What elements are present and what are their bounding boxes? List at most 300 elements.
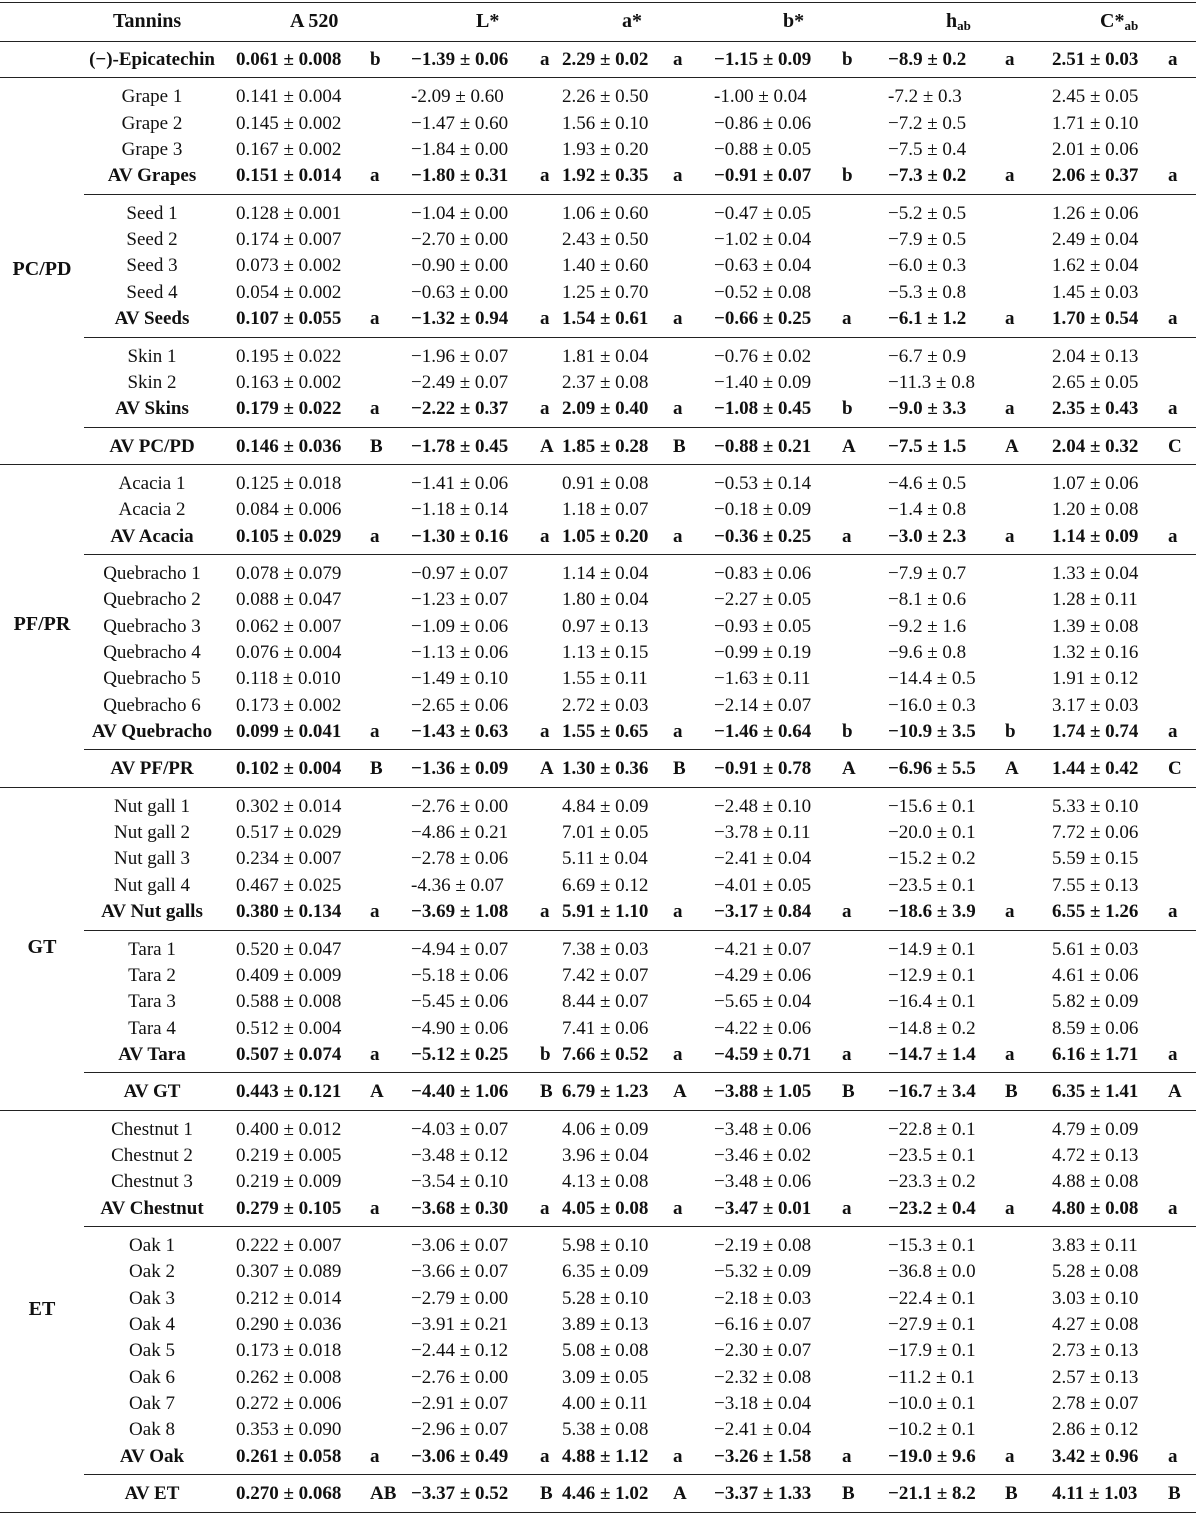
cell-L: −5.45 ± 0.06 xyxy=(411,991,509,1013)
cell-L: −2.44 ± 0.12 xyxy=(411,1340,509,1362)
cell-b: −0.91 ± 0.78 xyxy=(714,758,812,780)
cell-a: 2.43 ± 0.50 xyxy=(562,229,649,251)
cell-h: −22.4 ± 0.1 xyxy=(888,1287,976,1309)
cell-h: −6.96 ± 5.5 xyxy=(888,758,976,780)
cell-h: −36.8 ± 0.0 xyxy=(888,1261,976,1283)
cell-A-sig: a xyxy=(370,525,380,547)
cell-b: −0.93 ± 0.05 xyxy=(714,615,812,637)
header-h-sub: ab xyxy=(957,18,971,33)
cell-A: 0.163 ± 0.002 xyxy=(236,371,342,393)
cell-A: 0.105 ± 0.029 xyxy=(236,525,342,547)
cell-A: 0.512 ± 0.004 xyxy=(236,1017,342,1039)
row-label: Oak 3 xyxy=(129,1287,175,1309)
cell-C: 3.17 ± 0.03 xyxy=(1052,694,1139,716)
row-label: Chestnut 2 xyxy=(111,1144,193,1166)
cell-A: 0.588 ± 0.008 xyxy=(236,991,342,1013)
cell-C: 2.35 ± 0.43 xyxy=(1052,398,1139,420)
cell-h: −20.0 ± 0.1 xyxy=(888,822,976,844)
cell-L: −3.37 ± 0.52 xyxy=(411,1483,509,1505)
cell-L-sig: B xyxy=(540,1483,553,1505)
row-label: Quebracho 6 xyxy=(103,694,201,716)
cell-h: −7.2 ± 0.5 xyxy=(888,112,967,134)
cell-A: 0.195 ± 0.022 xyxy=(236,345,342,367)
cell-a: 5.11 ± 0.04 xyxy=(562,848,648,870)
cell-b: −0.88 ± 0.05 xyxy=(714,139,812,161)
cell-A-sig: a xyxy=(370,1197,380,1219)
cell-a-sig: a xyxy=(673,1197,683,1219)
cell-a: 3.89 ± 0.13 xyxy=(562,1314,649,1336)
row-label: AV Grapes xyxy=(107,165,197,187)
cell-a-sig: a xyxy=(673,1043,683,1065)
cell-h: −9.2 ± 1.6 xyxy=(888,615,967,637)
cell-h-sig: B xyxy=(1005,1483,1018,1505)
cell-a: 7.66 ± 0.52 xyxy=(562,1043,649,1065)
cell-L: −4.03 ± 0.07 xyxy=(411,1118,509,1140)
cell-A: 0.173 ± 0.002 xyxy=(236,694,342,716)
cell-b: −2.14 ± 0.07 xyxy=(714,694,812,716)
cell-L: −3.54 ± 0.10 xyxy=(411,1171,509,1193)
row-label: Oak 7 xyxy=(129,1393,175,1415)
cell-L-sig: A xyxy=(540,435,554,457)
cell-L: −2.76 ± 0.00 xyxy=(411,1366,509,1388)
cell-h: −18.6 ± 3.9 xyxy=(888,901,976,923)
cell-L: −3.68 ± 0.30 xyxy=(411,1197,509,1219)
header-b: b* xyxy=(783,10,805,32)
cell-a: 4.13 ± 0.08 xyxy=(562,1171,649,1193)
cell-b-sig: a xyxy=(842,525,852,547)
cell-h: −23.3 ± 0.2 xyxy=(888,1171,976,1193)
cell-a: 1.56 ± 0.10 xyxy=(562,112,649,134)
cell-a: 2.29 ± 0.02 xyxy=(562,49,649,70)
cell-b: −2.30 ± 0.07 xyxy=(714,1340,812,1362)
cell-L: −1.39 ± 0.06 xyxy=(411,49,509,70)
cell-h: −15.6 ± 0.1 xyxy=(888,795,976,817)
cell-L: −4.90 ± 0.06 xyxy=(411,1017,509,1039)
cell-b: −2.19 ± 0.08 xyxy=(714,1235,812,1256)
cell-L-sig: a xyxy=(540,398,550,420)
cell-a: 2.72 ± 0.03 xyxy=(562,694,649,716)
cell-b: −3.46 ± 0.02 xyxy=(714,1144,812,1166)
row-label: Seed 3 xyxy=(126,255,178,277)
cell-A: 0.179 ± 0.022 xyxy=(236,398,342,420)
cell-C: 3.42 ± 0.96 xyxy=(1052,1445,1139,1467)
row-label: AV Quebracho xyxy=(91,721,213,743)
subgroup-rule xyxy=(84,1072,1196,1073)
cell-L: −1.43 ± 0.63 xyxy=(411,721,509,743)
cell-L: −1.41 ± 0.06 xyxy=(411,472,509,494)
cell-L: −2.78 ± 0.06 xyxy=(411,848,509,870)
cell-h: −14.9 ± 0.1 xyxy=(888,938,976,960)
cell-a-sig: B xyxy=(673,435,686,457)
row-label: Grape 1 xyxy=(121,86,183,108)
cell-a-sig: a xyxy=(673,525,683,547)
cell-A: 0.088 ± 0.047 xyxy=(236,589,342,611)
row-label: Oak 5 xyxy=(129,1340,175,1362)
row-label: Quebracho 2 xyxy=(103,589,201,611)
cell-A: 0.270 ± 0.068 xyxy=(236,1483,342,1505)
cell-L: −0.63 ± 0.00 xyxy=(411,281,509,303)
cell-a: 1.13 ± 0.15 xyxy=(562,642,649,663)
row-label: AV GT xyxy=(123,1081,181,1103)
cell-b: −3.48 ± 0.06 xyxy=(714,1171,812,1193)
cell-L: −4.94 ± 0.07 xyxy=(411,938,509,960)
cell-b: −4.22 ± 0.06 xyxy=(714,1017,812,1039)
cell-A-sig: a xyxy=(370,165,380,187)
cell-A: 0.467 ± 0.025 xyxy=(236,874,342,896)
cell-L-sig: a xyxy=(540,901,550,923)
cell-L-sig: a xyxy=(540,525,550,547)
row-label: Quebracho 4 xyxy=(103,642,201,663)
cell-A: 0.279 ± 0.105 xyxy=(236,1197,342,1219)
row-label: AV Skins xyxy=(115,398,189,420)
cell-C-sig: a xyxy=(1168,49,1178,70)
cell-h: −16.7 ± 3.4 xyxy=(888,1081,976,1103)
cell-A: 0.222 ± 0.007 xyxy=(236,1235,342,1256)
cell-A-sig: a xyxy=(370,308,380,330)
cell-C: 2.01 ± 0.06 xyxy=(1052,139,1139,161)
header-tannins: Tannins xyxy=(113,10,182,32)
cell-C: 1.74 ± 0.74 xyxy=(1052,721,1139,743)
row-label: Tara 2 xyxy=(128,964,176,986)
cell-C: 3.03 ± 0.10 xyxy=(1052,1287,1139,1309)
row-label: AV Chestnut xyxy=(100,1197,204,1219)
cell-A: 0.380 ± 0.134 xyxy=(236,901,342,923)
row-label: Nut gall 3 xyxy=(114,848,190,870)
cell-A: 0.054 ± 0.002 xyxy=(236,281,342,303)
cell-h-sig: a xyxy=(1005,525,1015,547)
cell-b: −3.78 ± 0.11 xyxy=(714,822,811,844)
cell-A: 0.151 ± 0.014 xyxy=(236,165,342,187)
cell-C: 2.04 ± 0.13 xyxy=(1052,345,1139,367)
cell-b: −2.41 ± 0.04 xyxy=(714,848,812,870)
cell-L: −1.18 ± 0.14 xyxy=(411,499,509,521)
cell-h: −16.4 ± 0.1 xyxy=(888,991,976,1013)
cell-h: −5.3 ± 0.8 xyxy=(888,281,967,303)
cell-b-sig: A xyxy=(842,435,856,457)
cell-L-sig: B xyxy=(540,1081,553,1103)
cell-b: −3.88 ± 1.05 xyxy=(714,1081,812,1103)
subgroup-rule xyxy=(84,554,1196,555)
cell-L: −5.12 ± 0.25 xyxy=(411,1043,509,1065)
cell-C: 5.82 ± 0.09 xyxy=(1052,991,1139,1013)
cell-L: −2.65 ± 0.06 xyxy=(411,694,509,716)
cell-C-sig: C xyxy=(1168,435,1182,457)
cell-A-sig: AB xyxy=(370,1483,397,1505)
cell-C: 6.55 ± 1.26 xyxy=(1052,901,1139,923)
cell-h: −22.8 ± 0.1 xyxy=(888,1118,976,1140)
cell-a: 5.98 ± 0.10 xyxy=(562,1235,649,1256)
cell-a: 5.08 ± 0.08 xyxy=(562,1340,649,1362)
cell-C: 4.61 ± 0.06 xyxy=(1052,964,1139,986)
cell-h-sig: a xyxy=(1005,1445,1015,1467)
cell-a: 1.80 ± 0.04 xyxy=(562,589,649,611)
row-label: (−)-Epicatechin xyxy=(89,49,215,70)
row-label: Quebracho 1 xyxy=(103,562,201,584)
row-label: Seed 2 xyxy=(126,229,178,251)
cell-a: 5.91 ± 1.10 xyxy=(562,901,649,923)
cell-b: −3.37 ± 1.33 xyxy=(714,1483,812,1505)
cell-a: 5.38 ± 0.08 xyxy=(562,1419,649,1441)
cell-h: −6.7 ± 0.9 xyxy=(888,345,967,367)
cell-L: −1.23 ± 0.07 xyxy=(411,589,509,611)
cell-L: −0.97 ± 0.07 xyxy=(411,562,509,584)
row-label: Tara 4 xyxy=(128,1017,176,1039)
cell-L: −3.48 ± 0.12 xyxy=(411,1144,509,1166)
cell-A-sig: A xyxy=(370,1081,384,1103)
cell-a: 6.79 ± 1.23 xyxy=(562,1081,649,1103)
cell-h: −8.1 ± 0.6 xyxy=(888,589,967,611)
cell-a-sig: a xyxy=(673,901,683,923)
row-label: Quebracho 3 xyxy=(103,615,201,637)
cell-A: 0.078 ± 0.079 xyxy=(236,562,342,584)
cell-b-sig: a xyxy=(842,308,852,330)
cell-A: 0.234 ± 0.007 xyxy=(236,848,342,870)
cell-L: −1.49 ± 0.10 xyxy=(411,668,509,690)
header-C-main: C* xyxy=(1100,10,1125,32)
cell-L: −1.32 ± 0.94 xyxy=(411,308,509,330)
cell-A: 0.102 ± 0.004 xyxy=(236,758,342,780)
cell-C: 1.71 ± 0.10 xyxy=(1052,112,1139,134)
cell-L: −5.18 ± 0.06 xyxy=(411,964,509,986)
row-label: Grape 2 xyxy=(121,112,183,134)
subgroup-rule xyxy=(84,1226,1196,1227)
cell-L: −1.36 ± 0.09 xyxy=(411,758,509,780)
cell-A: 0.443 ± 0.121 xyxy=(236,1081,342,1103)
subgroup-rule xyxy=(84,749,1196,750)
cell-b-sig: b xyxy=(842,49,853,70)
cell-a: 4.06 ± 0.09 xyxy=(562,1118,649,1140)
cell-A: 0.262 ± 0.008 xyxy=(236,1366,342,1388)
cell-b-sig: a xyxy=(842,1043,852,1065)
cell-b: −3.17 ± 0.84 xyxy=(714,901,812,923)
row-label: Oak 4 xyxy=(129,1314,175,1336)
cell-C: 1.32 ± 0.16 xyxy=(1052,642,1139,663)
block-rule xyxy=(0,77,1196,78)
cell-A: 0.125 ± 0.018 xyxy=(236,472,342,494)
cell-h: −7.5 ± 1.5 xyxy=(888,435,967,457)
cell-b-sig: A xyxy=(842,758,856,780)
cell-A: 0.219 ± 0.005 xyxy=(236,1144,342,1166)
cell-a: 4.46 ± 1.02 xyxy=(562,1483,649,1505)
cell-C: 4.11 ± 1.03 xyxy=(1052,1483,1138,1505)
cell-h: −8.9 ± 0.2 xyxy=(888,49,967,70)
cell-a: 1.05 ± 0.20 xyxy=(562,525,649,547)
header-h xyxy=(946,8,971,39)
cell-A: 0.219 ± 0.009 xyxy=(236,1171,342,1193)
cell-C: 5.59 ± 0.15 xyxy=(1052,848,1139,870)
cell-C: 2.65 ± 0.05 xyxy=(1052,371,1139,393)
cell-C: 5.61 ± 0.03 xyxy=(1052,938,1139,960)
cell-b: −0.76 ± 0.02 xyxy=(714,345,812,367)
group-label: GT xyxy=(27,935,57,958)
cell-A-sig: a xyxy=(370,721,380,743)
cell-b: −2.48 ± 0.10 xyxy=(714,795,812,817)
cell-a-sig: a xyxy=(673,49,683,70)
row-label: Skin 1 xyxy=(127,345,177,367)
cell-A: 0.517 ± 0.029 xyxy=(236,822,342,844)
cell-h-sig: a xyxy=(1005,165,1015,187)
header-C-sub: ab xyxy=(1124,18,1139,33)
cell-C: 2.06 ± 0.37 xyxy=(1052,165,1139,187)
cell-b-sig: b xyxy=(842,398,853,420)
cell-a: 2.37 ± 0.08 xyxy=(562,371,649,393)
cell-h: −14.8 ± 0.2 xyxy=(888,1017,976,1039)
cell-A: 0.261 ± 0.058 xyxy=(236,1445,342,1467)
group-label: PC/PD xyxy=(12,258,72,281)
cell-C-sig: a xyxy=(1168,165,1178,187)
cell-L: −3.69 ± 1.08 xyxy=(411,901,509,923)
cell-L: −2.79 ± 0.00 xyxy=(411,1287,509,1309)
row-label: Quebracho 5 xyxy=(103,668,201,690)
header-L: L* xyxy=(476,10,500,32)
cell-a: 1.25 ± 0.70 xyxy=(562,281,649,303)
cell-C: 2.78 ± 0.07 xyxy=(1052,1393,1139,1415)
cell-A: 0.141 ± 0.004 xyxy=(236,86,342,108)
cell-b: −3.47 ± 0.01 xyxy=(714,1197,812,1219)
cell-b: −0.83 ± 0.06 xyxy=(714,562,812,584)
cell-b-sig: b xyxy=(842,165,853,187)
cell-C-sig: a xyxy=(1168,398,1178,420)
cell-L: −1.47 ± 0.60 xyxy=(411,112,509,134)
cell-a: 4.84 ± 0.09 xyxy=(562,795,649,817)
cell-C: 8.59 ± 0.06 xyxy=(1052,1017,1139,1039)
cell-b: −2.41 ± 0.04 xyxy=(714,1419,812,1441)
cell-A-sig: B xyxy=(370,435,383,457)
cell-A: 0.107 ± 0.055 xyxy=(236,308,342,330)
cell-h: −7.9 ± 0.5 xyxy=(888,229,967,251)
cell-b-sig: a xyxy=(842,901,852,923)
cell-h: −9.0 ± 3.3 xyxy=(888,398,967,420)
cell-b: −0.99 ± 0.19 xyxy=(714,642,812,663)
cell-C: 1.20 ± 0.08 xyxy=(1052,499,1139,521)
cell-b: −0.36 ± 0.25 xyxy=(714,525,812,547)
cell-L-sig: a xyxy=(540,308,550,330)
cell-C: 7.55 ± 0.13 xyxy=(1052,874,1139,896)
cell-a: 7.38 ± 0.03 xyxy=(562,938,649,960)
cell-C: 1.45 ± 0.03 xyxy=(1052,281,1139,303)
cell-A-sig: a xyxy=(370,901,380,923)
cell-h: −7.3 ± 0.2 xyxy=(888,165,967,187)
cell-L: −2.22 ± 0.37 xyxy=(411,398,509,420)
cell-b: −1.40 ± 0.09 xyxy=(714,371,812,393)
cell-L: −1.13 ± 0.06 xyxy=(411,642,509,663)
cell-C: 2.51 ± 0.03 xyxy=(1052,49,1139,70)
cell-A: 0.145 ± 0.002 xyxy=(236,112,342,134)
row-label: AV Oak xyxy=(119,1445,185,1467)
row-label: Seed 1 xyxy=(126,202,178,224)
cell-A: 0.507 ± 0.074 xyxy=(236,1043,342,1065)
cell-b: −5.65 ± 0.04 xyxy=(714,991,812,1013)
cell-L: -2.09 ± 0.60 xyxy=(411,86,504,108)
cell-a-sig: B xyxy=(673,758,686,780)
row-label: Acacia 1 xyxy=(118,472,186,494)
cell-h: −1.4 ± 0.8 xyxy=(888,499,967,521)
cell-a-sig: a xyxy=(673,308,683,330)
cell-b: −1.63 ± 0.11 xyxy=(714,668,811,690)
cell-a: 7.42 ± 0.07 xyxy=(562,964,649,986)
block-rule xyxy=(0,464,1196,465)
cell-h: −10.9 ± 3.5 xyxy=(888,721,976,743)
cell-a: 1.55 ± 0.65 xyxy=(562,721,649,743)
subgroup-rule xyxy=(84,194,1196,195)
cell-h: −7.9 ± 0.7 xyxy=(888,562,967,584)
cell-h-sig: A xyxy=(1005,435,1019,457)
cell-A-sig: a xyxy=(370,1445,380,1467)
cell-a: 1.92 ± 0.35 xyxy=(562,165,649,187)
cell-h: −4.6 ± 0.5 xyxy=(888,472,967,494)
cell-b: −0.18 ± 0.09 xyxy=(714,499,812,521)
cell-L-sig: a xyxy=(540,49,550,70)
cell-a-sig: a xyxy=(673,398,683,420)
cell-h: −16.0 ± 0.3 xyxy=(888,694,976,716)
cell-L: −2.70 ± 0.00 xyxy=(411,229,509,251)
cell-h: −23.5 ± 0.1 xyxy=(888,874,976,896)
cell-A: 0.099 ± 0.041 xyxy=(236,721,342,743)
cell-C: 4.79 ± 0.09 xyxy=(1052,1118,1139,1140)
cell-a: 0.91 ± 0.08 xyxy=(562,472,649,494)
cell-a: 8.44 ± 0.07 xyxy=(562,991,649,1013)
cell-L: −3.66 ± 0.07 xyxy=(411,1261,509,1283)
cell-b: −4.01 ± 0.05 xyxy=(714,874,812,896)
cell-h: −6.0 ± 0.3 xyxy=(888,255,967,277)
cell-A: 0.520 ± 0.047 xyxy=(236,938,342,960)
block-rule xyxy=(0,787,1196,788)
block-rule xyxy=(0,1512,1196,1513)
cell-L: −2.96 ± 0.07 xyxy=(411,1419,509,1441)
cell-C: 1.26 ± 0.06 xyxy=(1052,202,1139,224)
cell-h-sig: a xyxy=(1005,308,1015,330)
cell-b: −1.46 ± 0.64 xyxy=(714,721,812,743)
cell-h: −5.2 ± 0.5 xyxy=(888,202,967,224)
cell-a: 1.40 ± 0.60 xyxy=(562,255,649,277)
cell-L: −2.91 ± 0.07 xyxy=(411,1393,509,1415)
cell-L: −1.80 ± 0.31 xyxy=(411,165,509,187)
cell-h: −11.3 ± 0.8 xyxy=(888,371,975,393)
header-a520: A 520 xyxy=(290,10,339,32)
cell-L: −1.84 ± 0.00 xyxy=(411,139,509,161)
cell-C: 1.07 ± 0.06 xyxy=(1052,472,1139,494)
cell-L-sig: a xyxy=(540,721,550,743)
cell-C-sig: a xyxy=(1168,721,1178,743)
cell-a: 5.28 ± 0.10 xyxy=(562,1287,649,1309)
subgroup-rule xyxy=(84,930,1196,931)
cell-h-sig: a xyxy=(1005,49,1015,70)
cell-C: 7.72 ± 0.06 xyxy=(1052,822,1139,844)
cell-C-sig: a xyxy=(1168,1043,1178,1065)
cell-a: 1.54 ± 0.61 xyxy=(562,308,649,330)
cell-C: 4.88 ± 0.08 xyxy=(1052,1171,1139,1193)
row-label: AV PC/PD xyxy=(109,435,195,457)
cell-C-sig: C xyxy=(1168,758,1182,780)
cell-a-sig: a xyxy=(673,1445,683,1467)
cell-a: 1.81 ± 0.04 xyxy=(562,345,649,367)
row-label: Acacia 2 xyxy=(118,499,186,521)
row-label: Nut gall 1 xyxy=(114,795,190,817)
cell-A-sig: a xyxy=(370,1043,380,1065)
cell-a-sig: a xyxy=(673,721,683,743)
cell-A: 0.272 ± 0.006 xyxy=(236,1393,342,1415)
cell-L: −3.06 ± 0.07 xyxy=(411,1235,509,1256)
row-label: Tara 3 xyxy=(128,991,176,1013)
cell-L: −1.04 ± 0.00 xyxy=(411,202,509,224)
cell-b: −0.86 ± 0.06 xyxy=(714,112,812,134)
cell-h: −23.2 ± 0.4 xyxy=(888,1197,976,1219)
cell-h-sig: B xyxy=(1005,1081,1018,1103)
cell-A: 0.302 ± 0.014 xyxy=(236,795,342,817)
cell-b-sig: a xyxy=(842,1197,852,1219)
row-label: Oak 8 xyxy=(129,1419,175,1441)
cell-b: −2.32 ± 0.08 xyxy=(714,1366,812,1388)
